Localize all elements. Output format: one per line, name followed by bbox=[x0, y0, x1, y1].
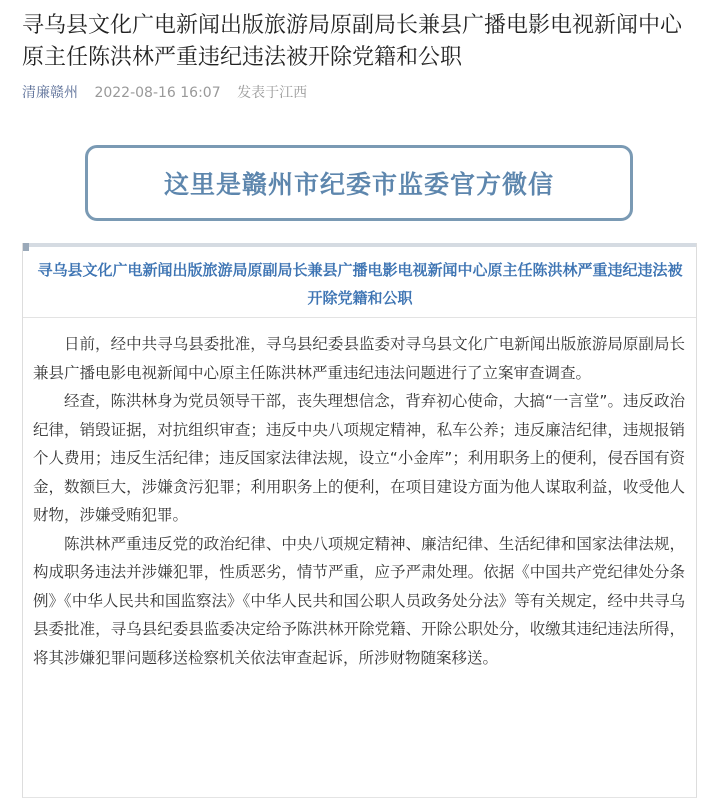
box-divider bbox=[23, 317, 696, 318]
box-top-bar bbox=[23, 243, 696, 247]
article-meta bbox=[22, 83, 307, 103]
publish-datetime: 2022-08-16 16:07 bbox=[94, 85, 221, 101]
body-paragraph-1: 日前，经中共寻乌县委批准，寻乌县纪委县监委对寻乌县文化广电新闻出版旅游局原副局长兼县广播电影电视新闻中心原主任陈洪林严重违纪违法问题进行了立案审查调查。 bbox=[33, 335, 685, 382]
article-title: 寻乌县文化广电新闻出版旅游局原副局长兼县广播电影电视新闻中心原主任陈洪林严重违纪违法被开除党籍和公职 bbox=[22, 13, 683, 70]
account-name-link[interactable]: 清廉赣州 bbox=[22, 85, 78, 101]
box-heading: 寻乌县文化广电新闻出版旅游局原副局长兼县广播电影电视新闻中心原主任陈洪林严重违纪违法被开除党籍和公职 bbox=[37, 261, 683, 307]
publish-location: 发表于江西 bbox=[237, 85, 308, 101]
banner-text: 这里是赣州市纪委市监委官方微信 bbox=[163, 170, 554, 199]
body-paragraph-3: 陈洪林严重违反党的政治纪律、中央八项规定精神、廉洁纪律、生活纪律和国家法律法规，构成职务违法并涉嫌犯罪，性质恶劣，情节严重，应予严肃处理。依据《中国共产党纪律处分条例》《中华人民共和国监察法》《中华人民共和国公职人员政务处分法》等有关规定，经中共寻乌县委批准，寻乌县纪委县监委决定给予陈洪林开除党籍、开除公职处分，收缴其违纪违法所得，将其涉嫌犯罪问题移送检察机关依法审查起诉，所涉财物随案移送。 bbox=[33, 534, 685, 667]
article-content-box bbox=[22, 243, 697, 798]
body-paragraph-2: 经查，陈洪林身为党员领导干部，丧失理想信念，背弃初心使命，大搞“一言堂”。违反政治纪律，销毁证据，对抗组织审查；违反中央八项规定精神，私车公养；违反廉洁纪律，违规报销个人费用；违反生活纪律；违反国家法律法规，设立“小金库”；利用职务上的便利，侵吞国有资金，数额巨大，涉嫌贪污犯罪；利用职务上的便利，在项目建设方面为他人谋取利益，收受他人财物，涉嫌受贿犯罪。 bbox=[33, 392, 685, 524]
official-account-banner bbox=[85, 145, 633, 221]
box-corner-accent bbox=[23, 243, 29, 251]
article-body bbox=[33, 330, 685, 672]
